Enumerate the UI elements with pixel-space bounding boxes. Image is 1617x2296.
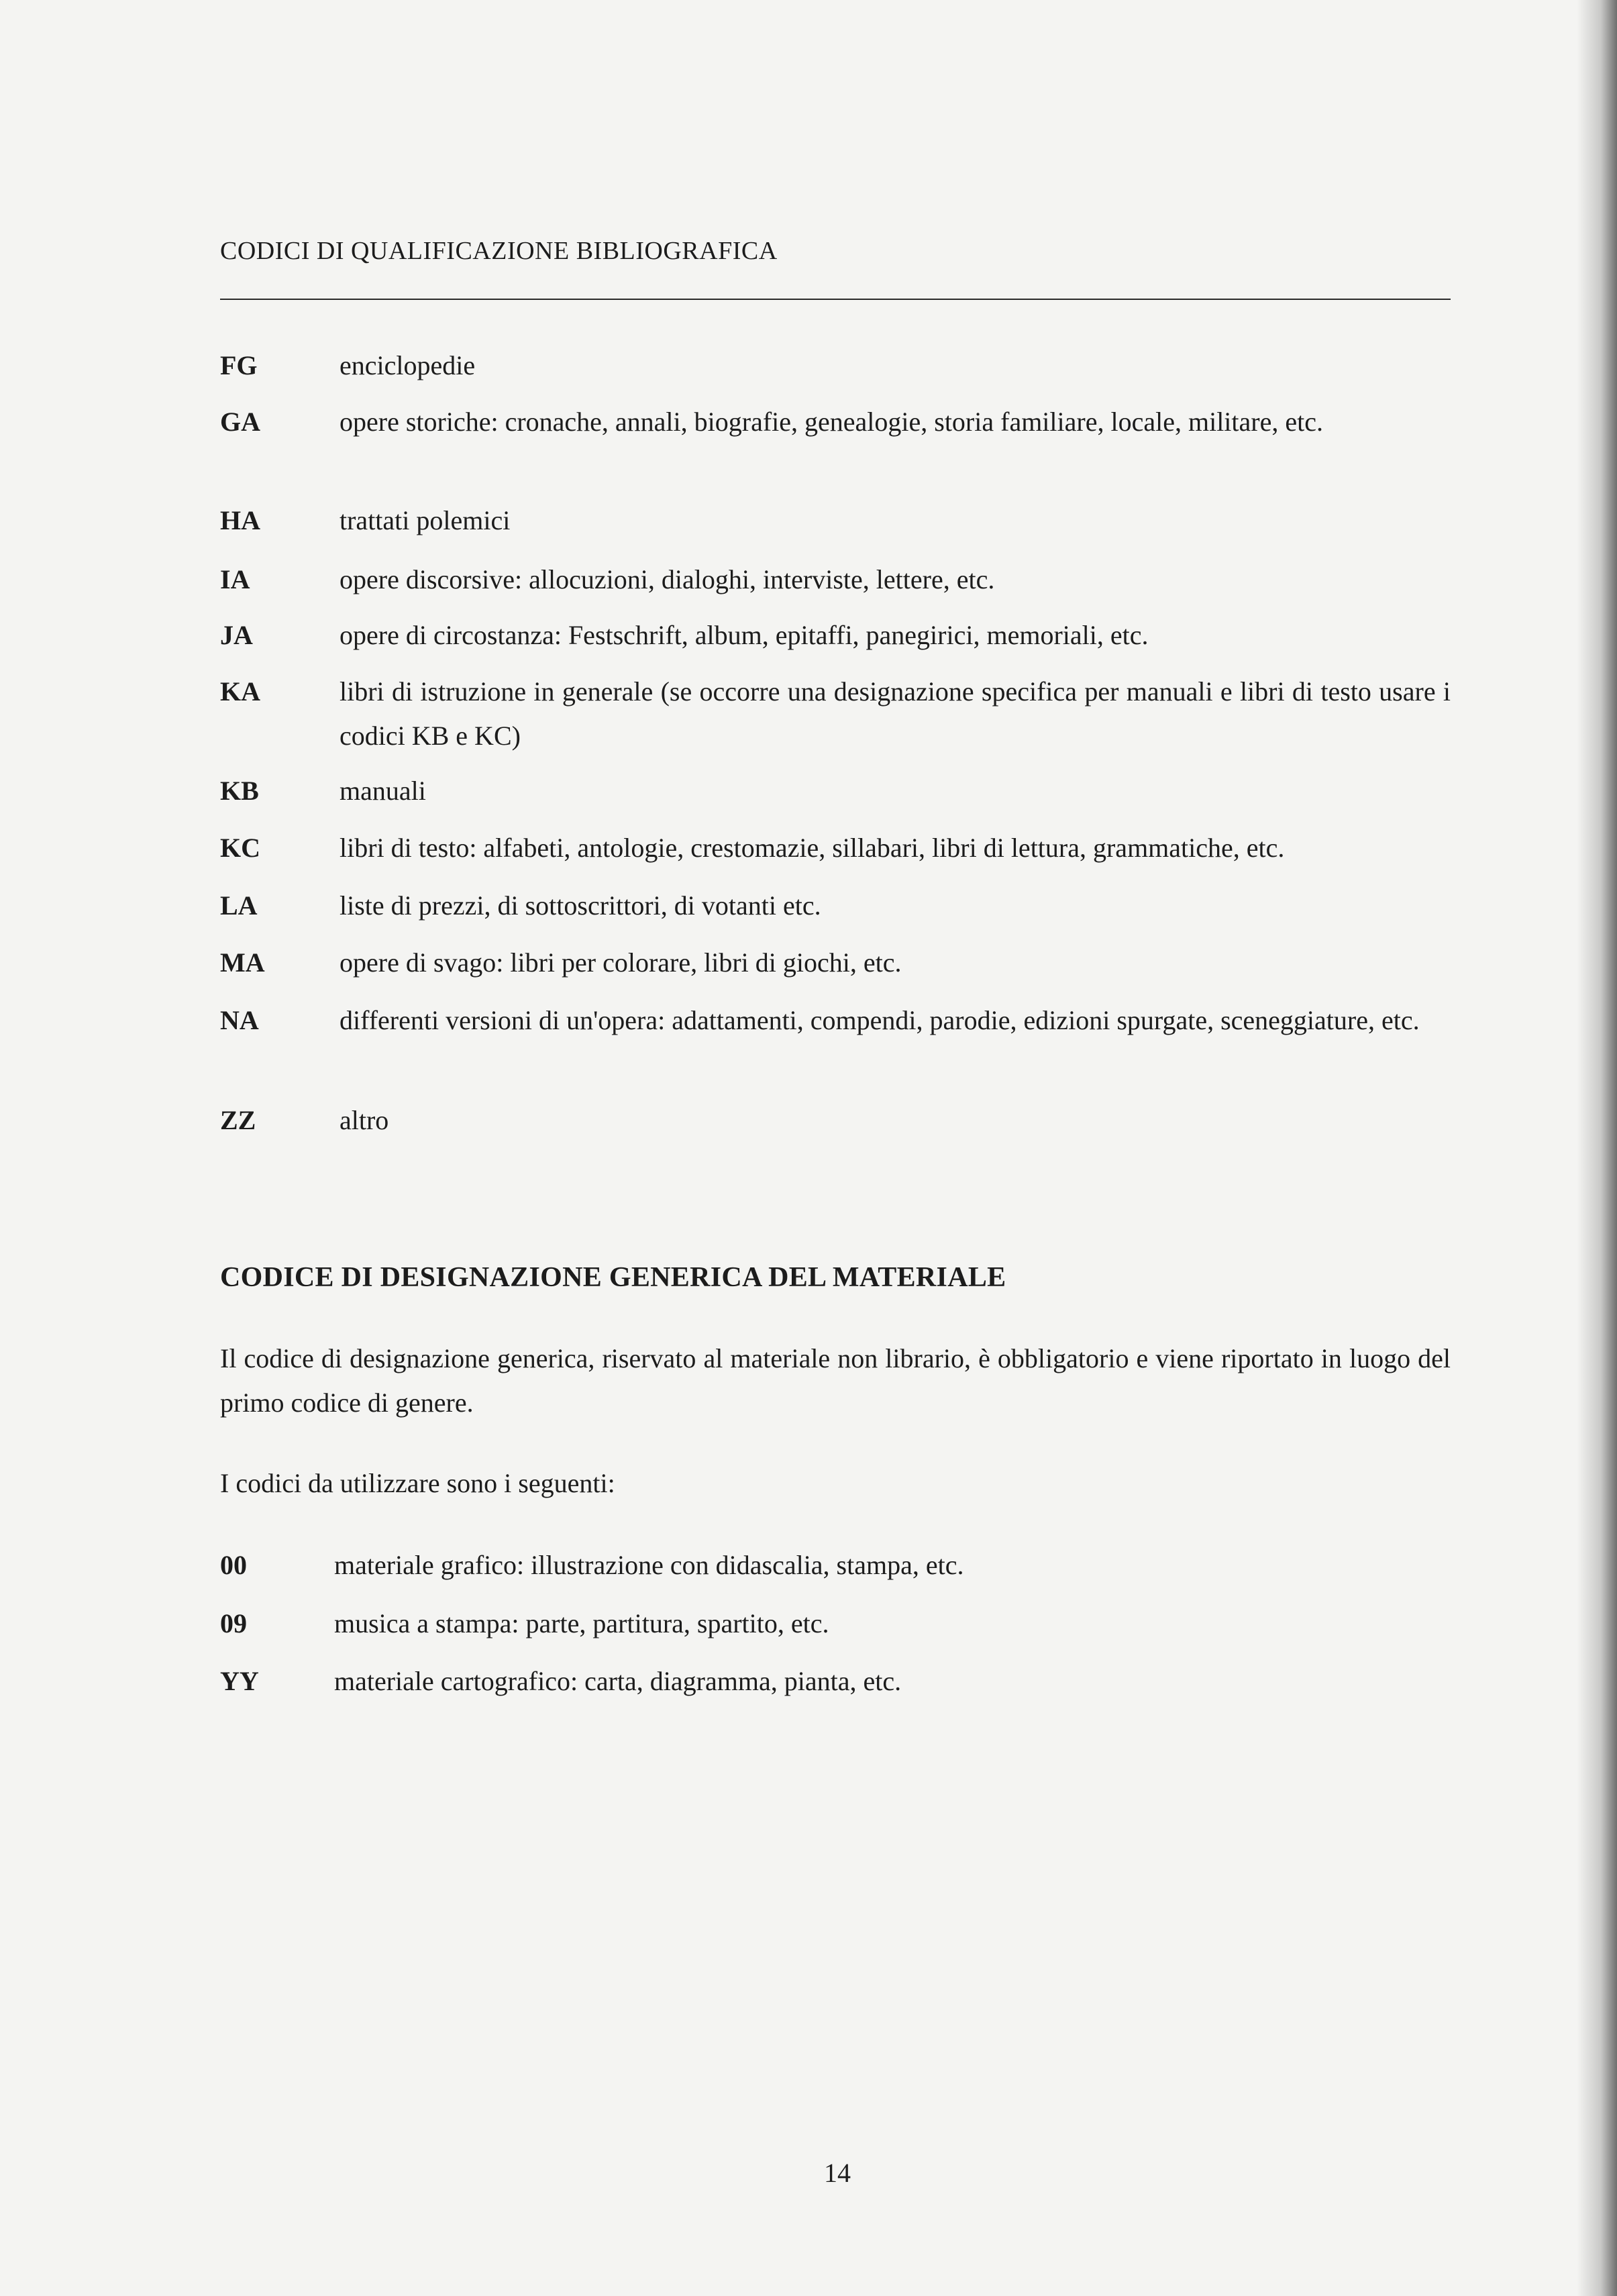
running-header: CODICI DI QUALIFICAZIONE BIBLIOGRAFICA [220, 237, 778, 265]
code-description: liste di prezzi, di sottoscrittori, di votanti etc. [340, 890, 821, 921]
code-label: KB [220, 776, 259, 806]
code-label: LA [220, 890, 258, 921]
code-label: HA [220, 505, 260, 535]
code-description: opere di svago: libri per colorare, libri di giochi, etc. [340, 947, 902, 978]
code-description: altro [340, 1105, 389, 1135]
header-rule [220, 299, 1451, 300]
code-description: differenti versioni di un'opera: adattamenti, compendi, parodie, edizioni spurgate, sceneggiature, etc. [340, 1005, 1420, 1035]
code-label: ZZ [220, 1105, 256, 1135]
section-heading: CODICE DI DESIGNAZIONE GENERICA DEL MATERIALE [220, 1262, 1006, 1293]
code-description: opere di circostanza: Festschrift, album, epitaffi, panegirici, memoriali, etc. [340, 620, 1149, 650]
code-description: materiale cartografico: carta, diagramma, pianta, etc. [334, 1666, 902, 1696]
code-description: libri di istruzione in generale (se occorre una designazione specifica per manuali e libri di testo usare i codici KB e KC) [340, 676, 1451, 751]
code-label: IA [220, 564, 250, 594]
section-paragraph: Il codice di designazione generica, riservato al materiale non librario, è obbligatorio e viene riportato in luogo del primo codice di genere. [220, 1343, 1451, 1418]
code-label: JA [220, 620, 253, 650]
code-label: 00 [220, 1550, 247, 1580]
code-label: 09 [220, 1608, 247, 1638]
code-description: manuali [340, 776, 426, 806]
code-label: KC [220, 833, 260, 863]
page-number: 14 [824, 2158, 851, 2188]
code-label: FG [220, 350, 258, 380]
code-description: trattati polemici [340, 505, 511, 535]
section-intro: I codici da utilizzare sono i seguenti: [220, 1468, 615, 1498]
code-description: opere storiche: cronache, annali, biografie, genealogie, storia familiare, locale, militare, etc. [340, 407, 1323, 437]
code-label: NA [220, 1005, 259, 1035]
code-label: KA [220, 676, 260, 707]
code-description: libri di testo: alfabeti, antologie, crestomazie, sillabari, libri di lettura, grammatiche, etc. [340, 833, 1285, 863]
code-description: materiale grafico: illustrazione con didascalia, stampa, etc. [334, 1550, 964, 1580]
code-description: enciclopedie [340, 350, 476, 380]
code-description: opere discorsive: allocuzioni, dialoghi, interviste, lettere, etc. [340, 564, 995, 594]
code-label: MA [220, 947, 265, 978]
code-label: YY [220, 1666, 259, 1696]
code-description: musica a stampa: parte, partitura, spartito, etc. [334, 1608, 829, 1638]
code-label: GA [220, 407, 260, 437]
